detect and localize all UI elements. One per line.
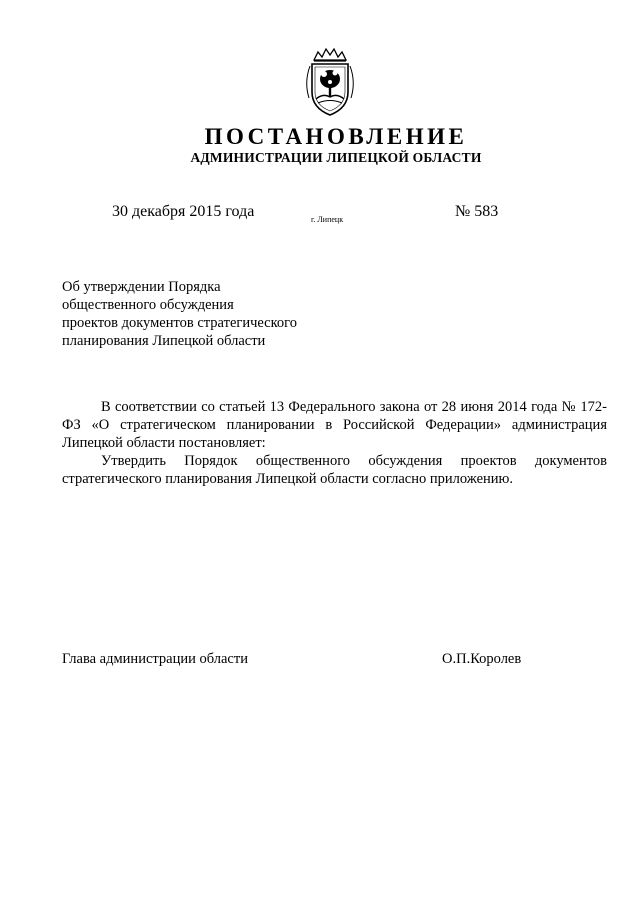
subject-line: проектов документов стратегического	[62, 315, 298, 331]
signature-title: Глава администрации области	[62, 651, 248, 667]
issuer-name: АДМИНИСТРАЦИИ ЛИПЕЦКОЙ ОБЛАСТИ	[190, 150, 482, 165]
document-type-title: ПОСТАНОВЛЕНИЕ	[204, 124, 468, 149]
subject-line: Об утверждении Порядка	[62, 279, 221, 295]
signature-name: О.П.Королев	[442, 651, 522, 667]
subject-line: общественного обсуждения	[62, 297, 234, 313]
document-subject	[62, 278, 362, 350]
document-date: 30 декабря 2015 года	[112, 203, 255, 220]
subject-line: планирования Липецкой области	[62, 333, 266, 349]
coat-of-arms-icon	[300, 46, 360, 118]
body-paragraph: В соответствии со статьей 13 Федерального закона от 28 июня 2014 года № 172-ФЗ «О стратегическом планировании в Российской Федерации» администрация Липецкой области постановляет:	[62, 399, 607, 451]
document-number: № 583	[455, 203, 499, 220]
document-city: г. Липецк	[311, 215, 344, 224]
document-body	[62, 398, 607, 488]
body-paragraph: Утвердить Порядок общественного обсуждения проектов документов стратегического планирования Липецкой области согласно приложению.	[62, 453, 607, 487]
